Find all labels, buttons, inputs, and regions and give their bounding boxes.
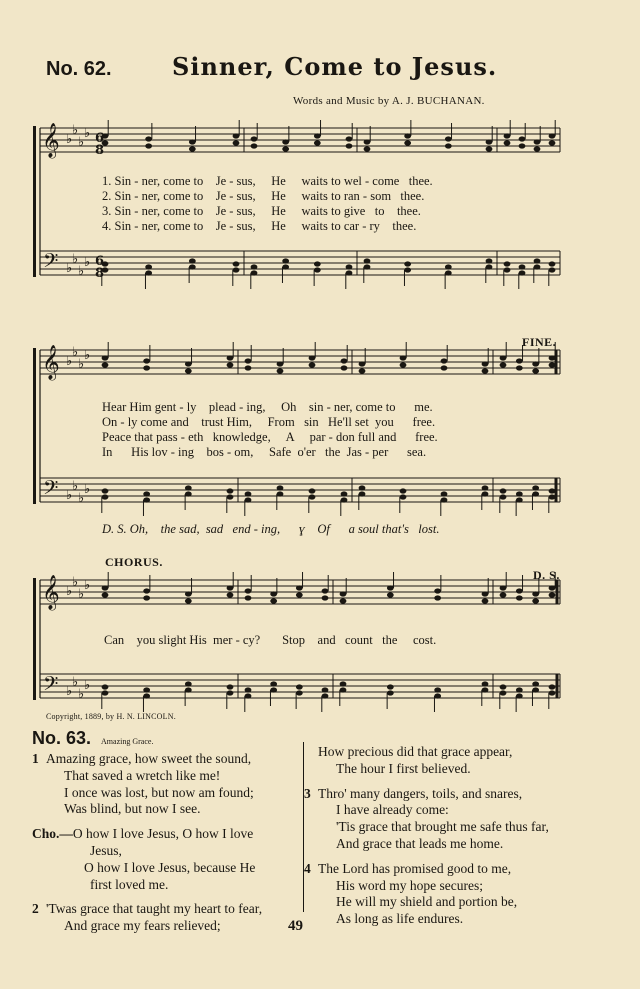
stanza-line: The hour I first believed. bbox=[336, 760, 471, 776]
flat-icon: ♭ bbox=[72, 479, 79, 494]
bass-clef-icon: 𝄢 bbox=[43, 249, 59, 277]
note-head bbox=[340, 598, 347, 603]
note-head bbox=[346, 136, 353, 141]
note-head bbox=[346, 264, 353, 269]
stanza-line: O how I love Jesus, because He bbox=[84, 859, 256, 875]
stanza-number: Cho.— bbox=[32, 826, 73, 842]
stanza-text: How precious did that grace appear, bbox=[318, 744, 513, 759]
stanza bbox=[304, 861, 624, 928]
note-head bbox=[277, 368, 284, 373]
verse-1-line: 1. Sin - ner, come to Je - sus, He waits to wel - come thee. bbox=[102, 174, 433, 188]
note-head bbox=[504, 133, 511, 138]
note-head bbox=[532, 491, 539, 496]
note-head bbox=[309, 362, 316, 367]
note-head bbox=[270, 591, 277, 596]
note-head bbox=[245, 595, 252, 600]
stanza-line: first loved me. bbox=[90, 876, 169, 892]
note-head bbox=[387, 592, 394, 597]
flat-icon: ♭ bbox=[72, 123, 79, 138]
note-head bbox=[549, 362, 556, 367]
stanza-text: Thro' many dangers, toils, and snares, bbox=[318, 785, 523, 801]
note-head bbox=[322, 687, 329, 692]
note-head bbox=[189, 258, 196, 263]
flat-icon: ♭ bbox=[84, 678, 91, 693]
hymn-63-right-stanzas bbox=[304, 744, 624, 928]
flat-icon: ♭ bbox=[66, 584, 73, 599]
note-head bbox=[143, 358, 150, 363]
note-head bbox=[245, 497, 252, 502]
flat-icon: ♭ bbox=[78, 491, 85, 506]
note-head bbox=[189, 139, 196, 144]
note-head bbox=[441, 365, 448, 370]
note-head bbox=[445, 136, 452, 141]
note-head bbox=[516, 595, 523, 600]
note-head bbox=[340, 687, 347, 692]
verse-1-line: Hear Him gent - ly plead - ing, Oh sin - ner, come to me. bbox=[102, 400, 433, 414]
note-head bbox=[227, 355, 234, 360]
note-head bbox=[500, 585, 507, 590]
note-head bbox=[314, 140, 321, 145]
note-head bbox=[504, 267, 511, 272]
note-head bbox=[309, 488, 316, 493]
note-head bbox=[519, 143, 526, 148]
note-head bbox=[102, 690, 109, 695]
note-head bbox=[441, 358, 448, 363]
note-head bbox=[245, 693, 252, 698]
note-head bbox=[516, 497, 523, 502]
verse-3-line: 3. Sin - ner, come to Je - sus, He waits to give to thee. bbox=[102, 204, 421, 218]
note-head bbox=[482, 591, 489, 596]
note-head bbox=[185, 368, 192, 373]
note-head bbox=[185, 485, 192, 490]
note-head bbox=[189, 146, 196, 151]
flat-icon: ♭ bbox=[78, 264, 85, 279]
bass-clef-icon: 𝄢 bbox=[43, 476, 59, 504]
page-number: 49 bbox=[288, 918, 303, 934]
note-head bbox=[482, 368, 489, 373]
note-head bbox=[434, 595, 441, 600]
time-signature: 6 bbox=[95, 254, 105, 269]
flat-icon: ♭ bbox=[66, 261, 73, 276]
stanza-line: Jesus, bbox=[90, 842, 122, 858]
time-signature: 8 bbox=[95, 143, 105, 158]
note-head bbox=[227, 684, 234, 689]
stanza-number: 1 bbox=[32, 751, 39, 766]
stanza-line bbox=[32, 751, 300, 768]
note-head bbox=[185, 598, 192, 603]
note-head bbox=[227, 362, 234, 367]
note-head bbox=[516, 491, 523, 496]
note-head bbox=[532, 591, 539, 596]
note-head bbox=[516, 365, 523, 370]
flat-icon: ♭ bbox=[78, 135, 85, 150]
note-head bbox=[185, 591, 192, 596]
note-head bbox=[340, 591, 347, 596]
flat-icon: ♭ bbox=[72, 675, 79, 690]
note-head bbox=[500, 355, 507, 360]
note-head bbox=[296, 592, 303, 597]
note-head bbox=[143, 693, 150, 698]
note-head bbox=[434, 588, 441, 593]
chorus-lyric: Can you slight His mer - cy? Stop and count the cost. bbox=[104, 633, 437, 647]
stanza-line: 'Tis grace that brought me safe thus far, bbox=[336, 819, 549, 835]
note-head bbox=[102, 488, 109, 493]
stanza-line: His word my hope secures; bbox=[336, 877, 483, 893]
verse-4-line: In His lov - ing bos - om, Safe o'er the Jas - per sea. bbox=[102, 445, 427, 459]
note-head bbox=[346, 143, 353, 148]
note-head bbox=[189, 264, 196, 269]
stanza-line: As long as life endures. bbox=[336, 911, 464, 927]
note-head bbox=[245, 687, 252, 692]
note-head bbox=[504, 261, 511, 266]
note-head bbox=[532, 687, 539, 692]
note-head bbox=[314, 267, 321, 272]
note-head bbox=[185, 361, 192, 366]
flat-icon: ♭ bbox=[66, 132, 73, 147]
stanza-line bbox=[304, 786, 624, 803]
note-head bbox=[504, 140, 511, 145]
note-head bbox=[282, 264, 289, 269]
note-head bbox=[245, 491, 252, 496]
note-head bbox=[445, 143, 452, 148]
stanza-line: I once was lost, but now am found; bbox=[64, 784, 254, 800]
stanza-number: 4 bbox=[304, 860, 311, 876]
note-head bbox=[516, 588, 523, 593]
note-head bbox=[364, 139, 371, 144]
note-head bbox=[516, 693, 523, 698]
note-head bbox=[387, 684, 394, 689]
stanza-line: That saved a wretch like me! bbox=[64, 767, 221, 783]
chorus-label: CHORUS. bbox=[105, 555, 163, 569]
note-head bbox=[227, 488, 234, 493]
hymn-63-left-stanzas bbox=[32, 751, 300, 935]
note-head bbox=[532, 361, 539, 366]
stanza bbox=[304, 744, 624, 778]
note-head bbox=[102, 592, 109, 597]
copyright: Copyright, 1889, by H. N. LINCOLN. bbox=[46, 712, 176, 721]
note-head bbox=[143, 365, 150, 370]
flat-icon: ♭ bbox=[66, 488, 73, 503]
note-head bbox=[482, 491, 489, 496]
note-head bbox=[445, 270, 452, 275]
note-head bbox=[282, 258, 289, 263]
note-head bbox=[364, 146, 371, 151]
note-head bbox=[233, 133, 240, 138]
note-head bbox=[549, 133, 556, 138]
note-head bbox=[359, 368, 366, 373]
hymn-63-number: No. 63. bbox=[32, 728, 92, 748]
note-head bbox=[404, 261, 411, 266]
note-head bbox=[341, 497, 348, 502]
note-head bbox=[404, 267, 411, 272]
stanza-line bbox=[304, 744, 624, 761]
time-signature: 8 bbox=[95, 266, 105, 281]
flat-icon: ♭ bbox=[66, 684, 73, 699]
note-head bbox=[549, 690, 556, 695]
note-head bbox=[482, 598, 489, 603]
note-head bbox=[185, 681, 192, 686]
note-head bbox=[519, 264, 526, 269]
note-head bbox=[434, 687, 441, 692]
stanza-line: He will my shield and portion be, bbox=[336, 894, 518, 910]
note-head bbox=[341, 491, 348, 496]
note-head bbox=[270, 598, 277, 603]
note-head bbox=[145, 264, 152, 269]
note-head bbox=[233, 261, 240, 266]
note-head bbox=[500, 494, 507, 499]
note-head bbox=[309, 494, 316, 499]
note-head bbox=[314, 261, 321, 266]
note-head bbox=[549, 592, 556, 597]
flat-icon: ♭ bbox=[72, 252, 79, 267]
note-head bbox=[322, 595, 329, 600]
note-head bbox=[500, 362, 507, 367]
flat-icon: ♭ bbox=[78, 357, 85, 372]
note-head bbox=[519, 136, 526, 141]
flat-icon: ♭ bbox=[84, 348, 91, 363]
note-head bbox=[500, 592, 507, 597]
note-head bbox=[445, 264, 452, 269]
note-head bbox=[500, 684, 507, 689]
note-head bbox=[251, 136, 258, 141]
note-head bbox=[482, 687, 489, 692]
note-head bbox=[340, 681, 347, 686]
system-bracket bbox=[33, 348, 36, 504]
note-head bbox=[532, 485, 539, 490]
flat-icon: ♭ bbox=[72, 575, 79, 590]
stanza-text: Amazing grace, how sweet the sound, bbox=[46, 751, 252, 766]
note-head bbox=[270, 681, 277, 686]
system-bracket bbox=[33, 126, 36, 277]
note-head bbox=[532, 368, 539, 373]
note-head bbox=[341, 358, 348, 363]
hymn-62-credit: Words and Music by A. J. BUCHANAN. bbox=[293, 95, 485, 107]
note-head bbox=[359, 485, 366, 490]
hymn-62-title: Sinner, Come to Jesus. bbox=[172, 52, 498, 81]
stanza-line bbox=[32, 826, 300, 843]
system-bracket bbox=[33, 578, 36, 700]
note-head bbox=[185, 687, 192, 692]
note-head bbox=[534, 146, 541, 151]
note-head bbox=[102, 585, 109, 590]
stanza-number: 2 bbox=[32, 901, 39, 917]
note-head bbox=[549, 488, 556, 493]
note-head bbox=[145, 143, 152, 148]
note-head bbox=[102, 684, 109, 689]
note-head bbox=[486, 264, 493, 269]
note-head bbox=[549, 355, 556, 360]
note-head bbox=[549, 494, 556, 499]
hymn-63-left-column bbox=[32, 728, 300, 943]
note-head bbox=[102, 362, 109, 367]
verse-4-line: 4. Sin - ner, come to Je - sus, He waits to car - ry thee. bbox=[102, 219, 417, 233]
note-head bbox=[534, 139, 541, 144]
note-head bbox=[251, 143, 258, 148]
note-head bbox=[549, 585, 556, 590]
note-head bbox=[296, 585, 303, 590]
flat-icon: ♭ bbox=[84, 482, 91, 497]
note-head bbox=[251, 264, 258, 269]
note-head bbox=[532, 598, 539, 603]
note-head bbox=[270, 687, 277, 692]
stanza-number: 3 bbox=[304, 785, 311, 801]
stanza-line bbox=[304, 861, 624, 878]
note-head bbox=[102, 494, 109, 499]
note-head bbox=[500, 488, 507, 493]
note-head bbox=[534, 264, 541, 269]
stanza-text: O how I love Jesus, O how I love bbox=[72, 826, 254, 842]
note-head bbox=[251, 270, 258, 275]
note-head bbox=[227, 592, 234, 597]
hymn-63-title: Amazing Grace. bbox=[101, 737, 154, 746]
fine-mark: FINE. bbox=[522, 335, 557, 349]
note-head bbox=[282, 139, 289, 144]
note-head bbox=[364, 264, 371, 269]
note-head bbox=[534, 258, 541, 263]
note-head bbox=[549, 140, 556, 145]
note-head bbox=[233, 140, 240, 145]
note-head bbox=[516, 687, 523, 692]
stanza-line: And grace that leads me home. bbox=[336, 835, 504, 851]
note-head bbox=[364, 258, 371, 263]
note-head bbox=[102, 355, 109, 360]
note-head bbox=[400, 494, 407, 499]
stanza bbox=[32, 901, 300, 935]
note-head bbox=[482, 361, 489, 366]
note-head bbox=[359, 491, 366, 496]
time-signature: 6 bbox=[95, 131, 105, 146]
flat-icon: ♭ bbox=[84, 578, 91, 593]
note-head bbox=[143, 588, 150, 593]
bass-clef-icon: 𝄢 bbox=[43, 672, 59, 700]
note-head bbox=[346, 270, 353, 275]
note-head bbox=[309, 355, 316, 360]
note-head bbox=[486, 139, 493, 144]
stanza-line: And grace my fears relieved; bbox=[64, 918, 221, 934]
flat-icon: ♭ bbox=[78, 687, 85, 702]
note-head bbox=[227, 494, 234, 499]
note-head bbox=[227, 690, 234, 695]
note-head bbox=[404, 133, 411, 138]
note-head bbox=[549, 267, 556, 272]
verse-2-line: 2. Sin - ner, come to Je - sus, He waits to ran - som thee. bbox=[102, 189, 425, 203]
verse-3-line: Peace that pass - eth knowledge, A par - don full and free. bbox=[102, 430, 438, 444]
note-head bbox=[441, 491, 448, 496]
ds-lyric-line: D. S. Oh, the sad, sad end - ing, ɣ Of a soul that's lost. bbox=[102, 522, 440, 536]
stanza bbox=[32, 826, 300, 893]
note-head bbox=[549, 261, 556, 266]
note-head bbox=[143, 491, 150, 496]
note-head bbox=[482, 485, 489, 490]
note-head bbox=[277, 491, 284, 496]
note-head bbox=[227, 585, 234, 590]
note-head bbox=[441, 497, 448, 502]
note-head bbox=[486, 258, 493, 263]
note-head bbox=[532, 681, 539, 686]
note-head bbox=[404, 140, 411, 145]
treble-clef-icon: 𝄞 bbox=[42, 575, 60, 610]
note-head bbox=[486, 146, 493, 151]
note-head bbox=[296, 690, 303, 695]
note-head bbox=[277, 361, 284, 366]
note-head bbox=[245, 365, 252, 370]
note-head bbox=[143, 497, 150, 502]
note-head bbox=[341, 365, 348, 370]
note-head bbox=[400, 355, 407, 360]
note-head bbox=[434, 693, 441, 698]
note-head bbox=[400, 488, 407, 493]
note-head bbox=[185, 491, 192, 496]
note-head bbox=[245, 588, 252, 593]
stanza-line: Was blind, but now I see. bbox=[64, 801, 201, 817]
note-head bbox=[322, 693, 329, 698]
stanza bbox=[304, 786, 624, 853]
flat-icon: ♭ bbox=[66, 354, 73, 369]
note-head bbox=[549, 684, 556, 689]
stanza-line: I have already come: bbox=[336, 802, 449, 818]
note-head bbox=[482, 681, 489, 686]
note-head bbox=[245, 358, 252, 363]
flat-icon: ♭ bbox=[72, 345, 79, 360]
ds-mark: D. S. bbox=[533, 568, 560, 582]
note-head bbox=[322, 588, 329, 593]
flat-icon: ♭ bbox=[84, 255, 91, 270]
treble-clef-icon: 𝄞 bbox=[42, 123, 60, 158]
note-head bbox=[359, 361, 366, 366]
note-head bbox=[143, 595, 150, 600]
hymn-63-right-column bbox=[304, 744, 624, 936]
flat-icon: ♭ bbox=[78, 587, 85, 602]
note-head bbox=[145, 270, 152, 275]
note-head bbox=[145, 136, 152, 141]
note-head bbox=[519, 270, 526, 275]
verse-2-line: On - ly come and trust Him, From sin He'll set you free. bbox=[102, 415, 436, 429]
stanza-text: 'Twas grace that taught my heart to fear, bbox=[46, 901, 263, 917]
stanza-text: The Lord has promised good to me, bbox=[318, 860, 512, 876]
note-head bbox=[387, 585, 394, 590]
treble-clef-icon: 𝄞 bbox=[42, 345, 60, 380]
note-head bbox=[387, 690, 394, 695]
note-head bbox=[282, 146, 289, 151]
note-head bbox=[516, 358, 523, 363]
note-head bbox=[400, 362, 407, 367]
note-head bbox=[314, 133, 321, 138]
note-head bbox=[143, 687, 150, 692]
note-head bbox=[296, 684, 303, 689]
stanza-line bbox=[32, 901, 300, 918]
flat-icon: ♭ bbox=[84, 126, 91, 141]
note-head bbox=[233, 267, 240, 272]
note-head bbox=[500, 690, 507, 695]
note-head bbox=[277, 485, 284, 490]
stanza bbox=[32, 751, 300, 818]
hymn-62-number: No. 62. bbox=[46, 58, 112, 80]
